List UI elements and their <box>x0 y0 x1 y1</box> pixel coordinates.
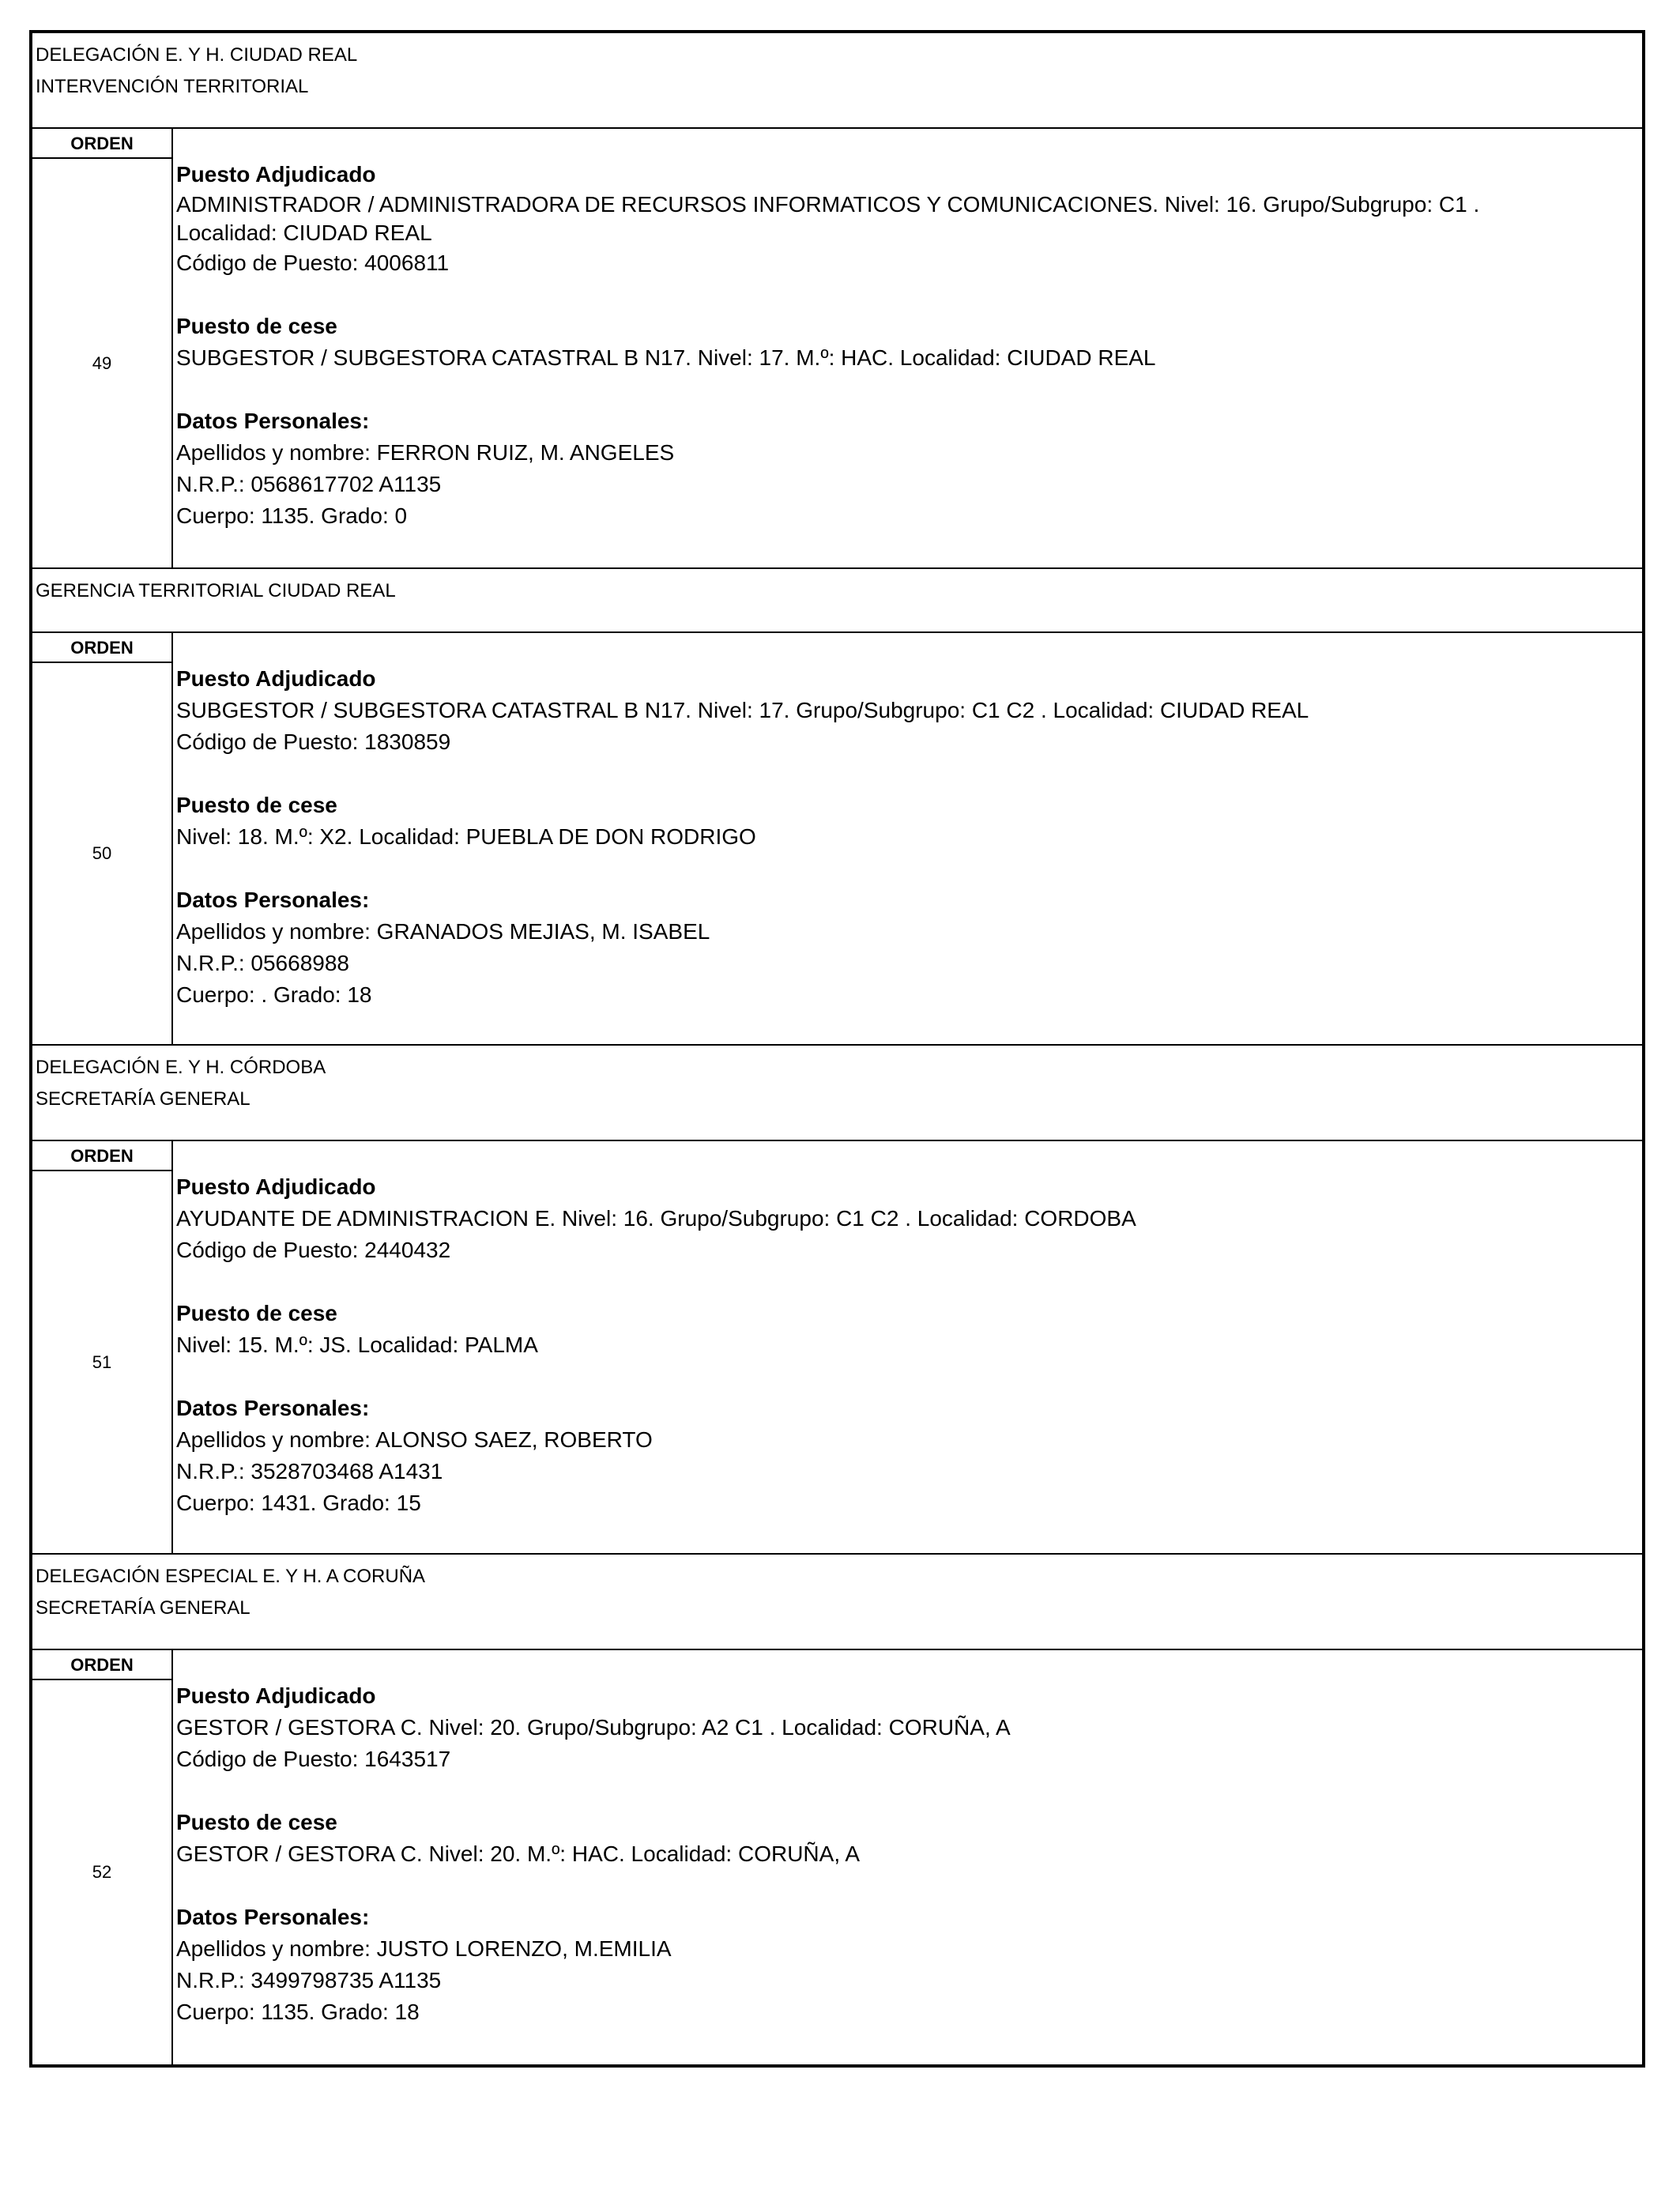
cese-line: GESTOR / GESTORA C. Nivel: 20. M.º: HAC. Localidad: CORUÑA, A <box>176 1842 861 1866</box>
adjudicado-line: Código de Puesto: 2440432 <box>176 1238 451 1262</box>
datos-nrp: N.R.P.: 0568617702 A1135 <box>176 472 442 496</box>
datos-cuerpo: Cuerpo: 1431. Grado: 15 <box>176 1491 421 1515</box>
section-header <box>32 1555 1642 1650</box>
cese-title: Puesto de cese <box>176 1810 337 1834</box>
adjudicado-title: Puesto Adjudicado <box>176 666 376 691</box>
orden-number: 52 <box>92 1862 112 1882</box>
cese-line: SUBGESTOR / SUBGESTORA CATASTRAL B N17. Nivel: 17. M.º: HAC. Localidad: CIUDAD REAL <box>176 345 1156 370</box>
entry-row <box>32 1141 1642 1555</box>
orden-column <box>32 1141 173 1553</box>
entry-content <box>173 1141 1642 1553</box>
orden-label: ORDEN <box>32 633 171 663</box>
adjudicado-title: Puesto Adjudicado <box>176 162 376 187</box>
orden-number: 49 <box>92 352 112 373</box>
entry-row <box>32 633 1642 1046</box>
orden-number: 50 <box>92 843 112 863</box>
adjudicado-title: Puesto Adjudicado <box>176 1174 376 1199</box>
adjudicado-line: ADMINISTRADOR / ADMINISTRADORA DE RECURSOS INFORMATICOS Y COMUNICACIONES. Nivel: 16. Grupo/Subgrupo: C1 . <box>176 192 1480 217</box>
cese-line: Nivel: 18. M.º: X2. Localidad: PUEBLA DE DON RODRIGO <box>176 824 756 849</box>
section-header-line: SECRETARÍA GENERAL <box>36 1088 250 1110</box>
adjudicado-title: Puesto Adjudicado <box>176 1683 376 1708</box>
datos-cuerpo: Cuerpo: . Grado: 18 <box>176 982 372 1007</box>
datos-nombre: Apellidos y nombre: FERRON RUIZ, M. ANGELES <box>176 440 675 465</box>
cese-title: Puesto de cese <box>176 314 337 338</box>
section-header-line: INTERVENCIÓN TERRITORIAL <box>36 76 309 97</box>
datos-title: Datos Personales: <box>176 1396 370 1420</box>
entry-row <box>32 1650 1642 2064</box>
cese-title: Puesto de cese <box>176 1301 337 1325</box>
cese-line: Nivel: 15. M.º: JS. Localidad: PALMA <box>176 1333 538 1357</box>
document-table <box>29 30 1645 2068</box>
datos-title: Datos Personales: <box>176 409 370 433</box>
entry-content <box>173 129 1642 567</box>
cese-title: Puesto de cese <box>176 793 337 817</box>
datos-nombre: Apellidos y nombre: JUSTO LORENZO, M.EMILIA <box>176 1936 672 1961</box>
entry-row <box>32 129 1642 569</box>
adjudicado-line: SUBGESTOR / SUBGESTORA CATASTRAL B N17. Nivel: 17. Grupo/Subgrupo: C1 C2 . Localidad: CIUDAD REAL <box>176 698 1309 722</box>
datos-cuerpo: Cuerpo: 1135. Grado: 0 <box>176 503 408 528</box>
adjudicado-line: Localidad: CIUDAD REAL <box>176 221 432 245</box>
adjudicado-line: AYUDANTE DE ADMINISTRACION E. Nivel: 16. Grupo/Subgrupo: C1 C2 . Localidad: CORDOBA <box>176 1206 1136 1231</box>
section-header-line: DELEGACIÓN ESPECIAL E. Y H. A CORUÑA <box>36 1566 426 1587</box>
entry-content <box>173 1650 1642 2064</box>
datos-title: Datos Personales: <box>176 888 370 912</box>
orden-column <box>32 633 173 1044</box>
datos-cuerpo: Cuerpo: 1135. Grado: 18 <box>176 2000 420 2024</box>
entry-content <box>173 633 1642 1044</box>
adjudicado-line: Código de Puesto: 4006811 <box>176 251 450 275</box>
adjudicado-line: Código de Puesto: 1643517 <box>176 1747 451 1771</box>
datos-nrp: N.R.P.: 05668988 <box>176 951 349 975</box>
section-header <box>32 569 1642 633</box>
adjudicado-line: Código de Puesto: 1830859 <box>176 729 451 754</box>
orden-label: ORDEN <box>32 1141 171 1171</box>
section-header-line: DELEGACIÓN E. Y H. CÓRDOBA <box>36 1057 326 1078</box>
datos-nrp: N.R.P.: 3528703468 A1431 <box>176 1459 443 1483</box>
section-header-line: DELEGACIÓN E. Y H. CIUDAD REAL <box>36 44 358 66</box>
orden-label: ORDEN <box>32 129 171 159</box>
adjudicado-line: GESTOR / GESTORA C. Nivel: 20. Grupo/Subgrupo: A2 C1 . Localidad: CORUÑA, A <box>176 1715 1011 1740</box>
section-header <box>32 1046 1642 1141</box>
datos-nombre: Apellidos y nombre: GRANADOS MEJIAS, M. ISABEL <box>176 919 710 944</box>
section-header-line: GERENCIA TERRITORIAL CIUDAD REAL <box>36 580 396 601</box>
datos-title: Datos Personales: <box>176 1905 370 1929</box>
orden-column <box>32 1650 173 2064</box>
orden-column <box>32 129 173 567</box>
section-header-line: SECRETARÍA GENERAL <box>36 1597 250 1619</box>
section-header <box>32 33 1642 129</box>
orden-label: ORDEN <box>32 1650 171 1680</box>
datos-nrp: N.R.P.: 3499798735 A1135 <box>176 1968 442 1992</box>
orden-number: 51 <box>92 1351 112 1372</box>
datos-nombre: Apellidos y nombre: ALONSO SAEZ, ROBERTO <box>176 1427 653 1452</box>
